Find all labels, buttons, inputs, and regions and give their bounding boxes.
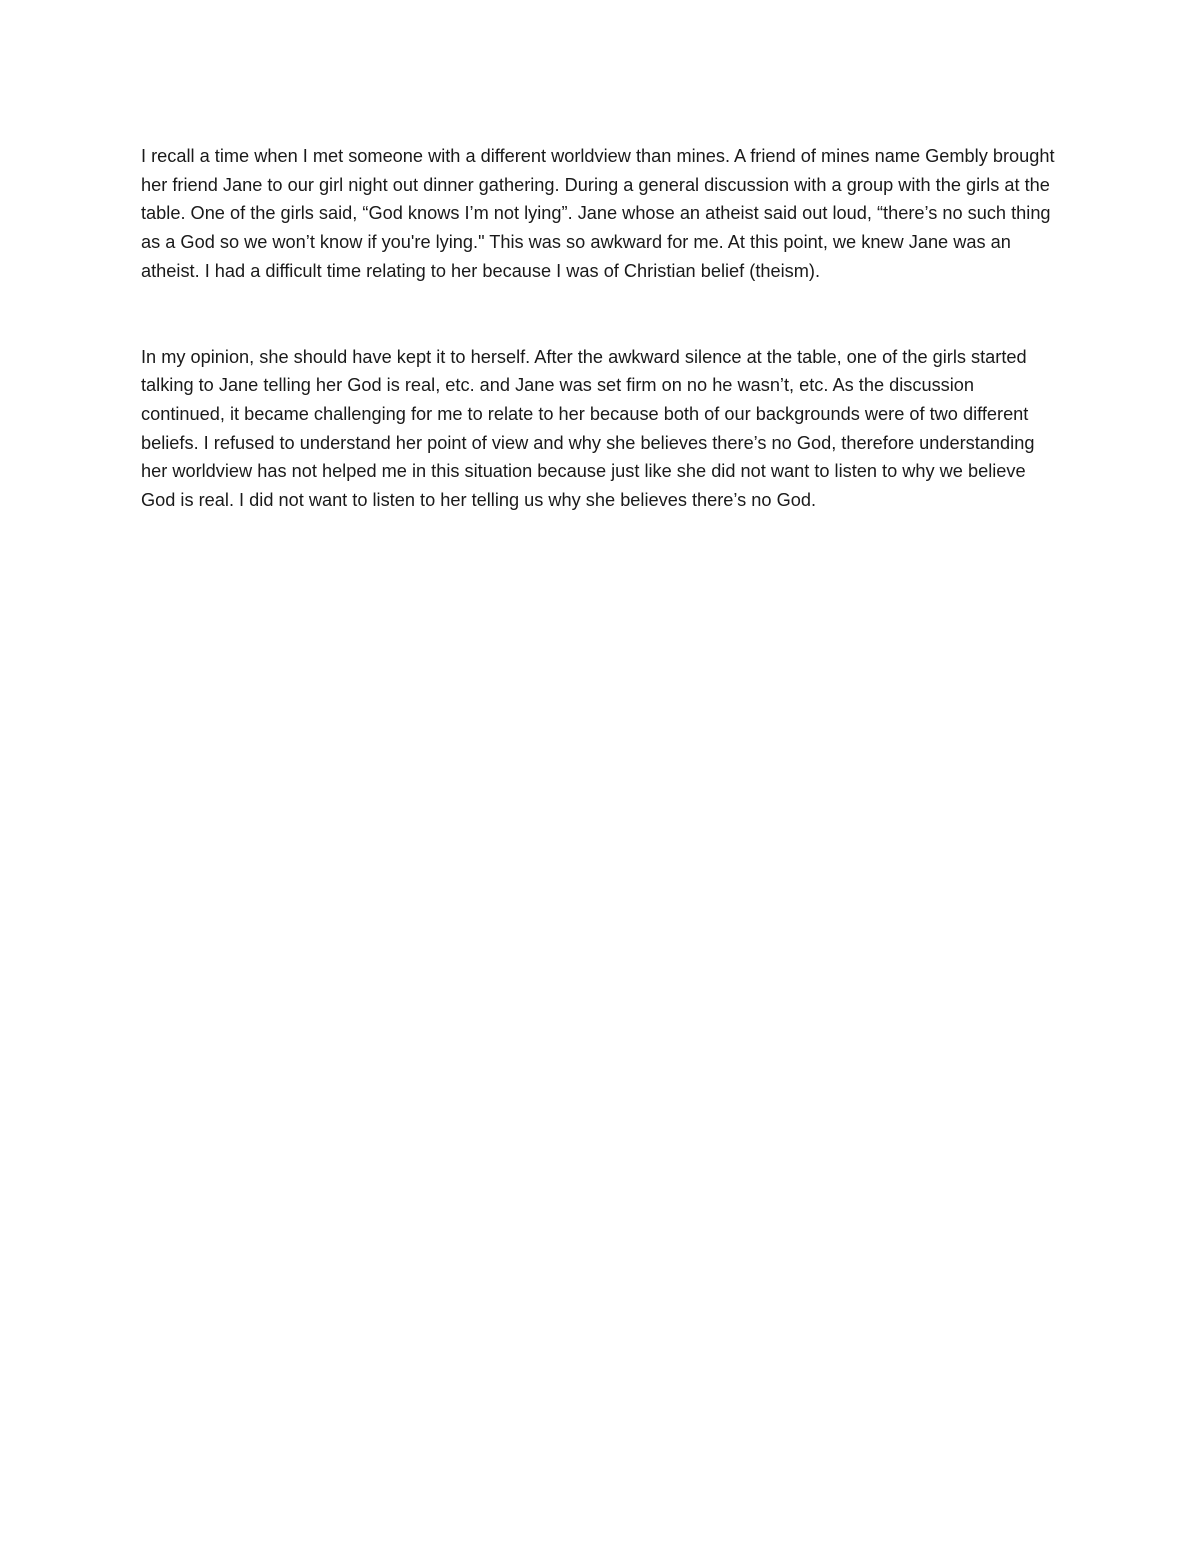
- paragraph-2: In my opinion, she should have kept it to herself. After the awkward silence at the table, one of the girls started talking to Jane telling her God is real, etc. and Jane was set firm on no he wasn’t, etc. As the discussion continued, it became challenging for me to relate to her because both of our backgrounds were of two different beliefs. I refused to understand her point of view and why she believes there’s no God, therefore understanding her worldview has not helped me in this situation because just like she did not want to listen to why we believe God is real. I did not want to listen to her telling us why she believes there’s no God.: [141, 346, 1035, 511]
- document-body: [141, 142, 1061, 515]
- paragraph-1: I recall a time when I met someone with a different worldview than mines. A friend of mines name Gembly brought her friend Jane to our girl night out dinner gathering. During a general discussion with a group with the girls at the table. One of the girls said, “God knows I’m not lying”. Jane whose an atheist said out loud, “there’s no such thing as a God so we won’t know if you're lying." This was so awkward for me. At this point, we knew Jane was an atheist. I had a difficult time relating to her because I was of Christian belief (theism).: [141, 146, 1055, 281]
